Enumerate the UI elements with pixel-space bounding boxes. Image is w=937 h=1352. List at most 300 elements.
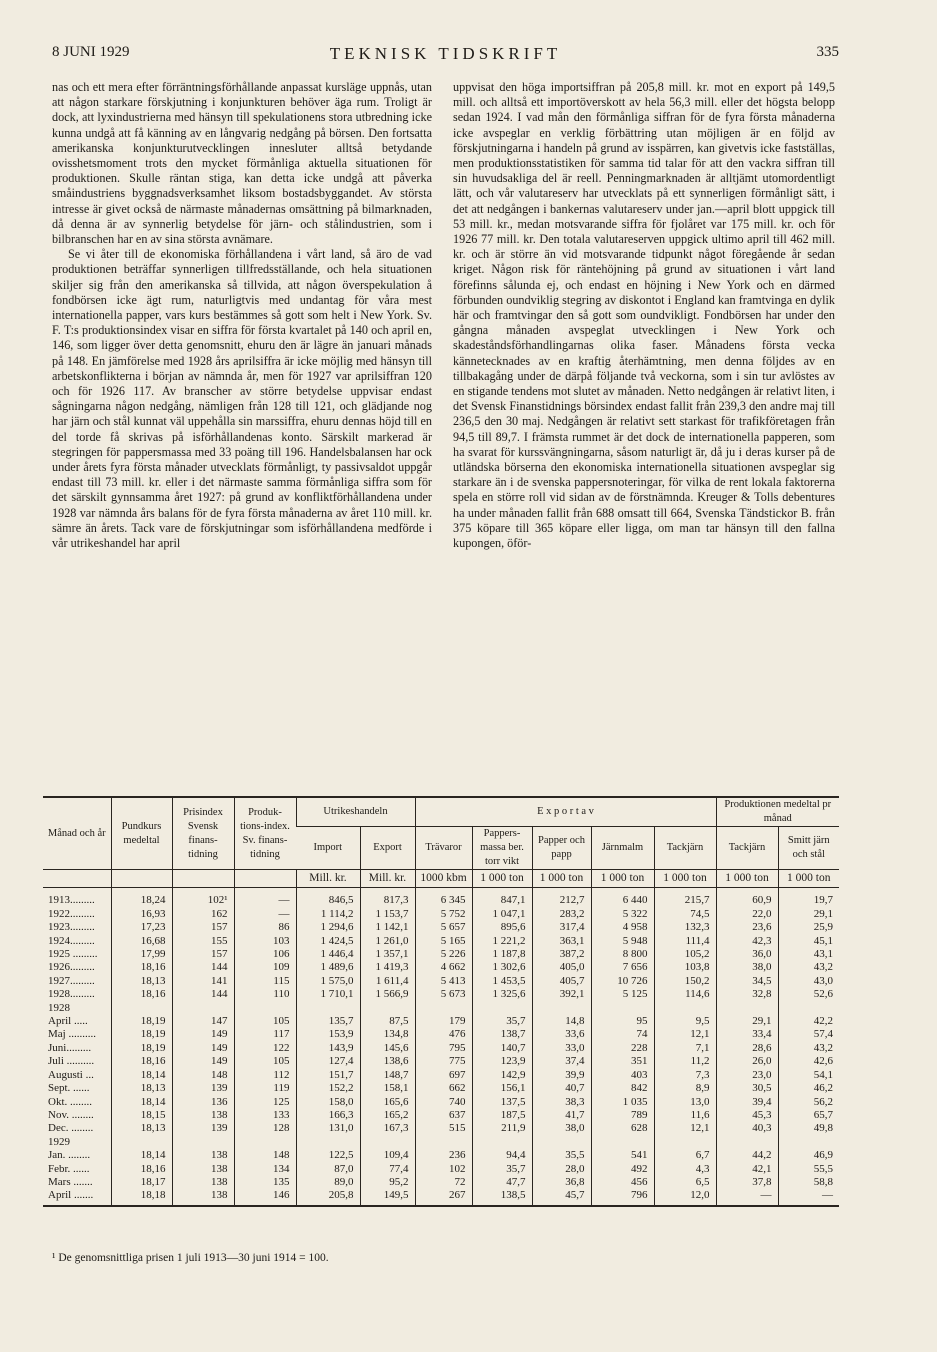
table-cell: 138,5 xyxy=(472,1189,532,1205)
table-cell: 1 153,7 xyxy=(360,908,415,921)
table-cell: 109 xyxy=(234,961,296,974)
table-cell xyxy=(111,1136,172,1149)
table-cell xyxy=(654,1002,716,1015)
table-row xyxy=(43,921,839,934)
header-export: Export xyxy=(360,827,415,870)
table-cell: 157 xyxy=(172,921,234,934)
table-cell: 1 419,3 xyxy=(360,961,415,974)
table-cell: 1 187,8 xyxy=(472,948,532,961)
table-cell: 817,3 xyxy=(360,888,415,908)
table-cell: 628 xyxy=(591,1122,654,1135)
table-cell: 95,2 xyxy=(360,1176,415,1189)
table-cell: 105 xyxy=(234,1015,296,1028)
table-cell: 38,3 xyxy=(532,1096,591,1109)
table-cell: 11,6 xyxy=(654,1109,716,1122)
table-row xyxy=(43,1082,839,1095)
table-cell: 140,7 xyxy=(472,1042,532,1055)
table-cell: 122,5 xyxy=(296,1149,360,1162)
table-cell: 775 xyxy=(415,1055,472,1068)
table-cell: 6,7 xyxy=(654,1149,716,1162)
table-cell xyxy=(172,1136,234,1149)
table-cell: 42,1 xyxy=(716,1163,778,1176)
table-cell xyxy=(472,1002,532,1015)
table-cell: 34,5 xyxy=(716,975,778,988)
table-cell: 28,6 xyxy=(716,1042,778,1055)
row-label: 1927......... xyxy=(48,974,95,987)
table-cell: 18,24 xyxy=(111,888,172,908)
table-cell: 662 xyxy=(415,1082,472,1095)
table-cell: 35,7 xyxy=(472,1015,532,1028)
table-cell: 55,5 xyxy=(778,1163,839,1176)
row-label: 1926......... xyxy=(48,961,95,974)
table-cell: 17,23 xyxy=(111,921,172,934)
statistics-table xyxy=(43,796,839,1207)
row-label: Jan. ........ xyxy=(48,1149,91,1162)
table-cell: 136 xyxy=(172,1096,234,1109)
table-cell: 39,4 xyxy=(716,1096,778,1109)
table-row xyxy=(43,1176,839,1189)
table-cell: 8,9 xyxy=(654,1082,716,1095)
table-cell: 1 261,0 xyxy=(360,935,415,948)
table-cell: 212,7 xyxy=(532,888,591,908)
table-cell xyxy=(591,1136,654,1149)
table-cell: 45,7 xyxy=(532,1189,591,1205)
table-cell: 1 035 xyxy=(591,1096,654,1109)
table-cell: 105 xyxy=(234,1055,296,1068)
table-cell: 267 xyxy=(415,1189,472,1205)
table-cell xyxy=(172,1002,234,1015)
unit-cell: 1 000 ton xyxy=(778,870,839,888)
row-label: 1928......... xyxy=(48,988,95,1001)
table-cell: 57,4 xyxy=(778,1028,839,1041)
table-cell: 133 xyxy=(234,1109,296,1122)
table-cell: 187,5 xyxy=(472,1109,532,1122)
table-cell: 30,5 xyxy=(716,1082,778,1095)
header-prisindex: Prisindex Svensk finans-tidning xyxy=(172,797,234,870)
table-cell: 103,8 xyxy=(654,961,716,974)
table-row xyxy=(43,888,839,908)
table-cell: 5 322 xyxy=(591,908,654,921)
table-cell: 147 xyxy=(172,1015,234,1028)
table-cell: 18,15 xyxy=(111,1109,172,1122)
table-row xyxy=(43,1002,839,1015)
table-cell: 141 xyxy=(172,975,234,988)
table-cell: 1 047,1 xyxy=(472,908,532,921)
header-month: Månad och år xyxy=(43,797,111,870)
table-cell: — xyxy=(234,888,296,908)
table-cell: 1 710,1 xyxy=(296,988,360,1001)
table-row xyxy=(43,961,839,974)
table-cell: 5 948 xyxy=(591,935,654,948)
table-cell: 18,16 xyxy=(111,1163,172,1176)
table-cell: 158,1 xyxy=(360,1082,415,1095)
unit-cell: 1 000 ton xyxy=(472,870,532,888)
row-label: Febr. ...... xyxy=(48,1162,90,1175)
header-produktionen: Produktionen medeltal pr månad xyxy=(716,797,839,827)
table-row xyxy=(43,1028,839,1041)
header-papper: Papper och papp xyxy=(532,827,591,870)
table-cell: 43,1 xyxy=(778,948,839,961)
table-cell: 1 302,6 xyxy=(472,961,532,974)
table-cell: 139 xyxy=(172,1082,234,1095)
table-cell: 74,5 xyxy=(654,908,716,921)
table-cell xyxy=(360,1136,415,1149)
table-cell: 842 xyxy=(591,1082,654,1095)
table-cell: 32,8 xyxy=(716,988,778,1001)
table-cell: 18,16 xyxy=(111,961,172,974)
row-label: 1922......... xyxy=(48,907,95,920)
table-cell: 60,9 xyxy=(716,888,778,908)
left-text-column xyxy=(52,80,432,551)
table-cell: 39,9 xyxy=(532,1069,591,1082)
table-cell: 138 xyxy=(172,1176,234,1189)
table-cell: 103 xyxy=(234,935,296,948)
row-label: 1924......... xyxy=(48,934,95,947)
table-cell: 5 752 xyxy=(415,908,472,921)
table-cell: 112 xyxy=(234,1069,296,1082)
header-prod-smitt: Smitt järn och stål xyxy=(778,827,839,870)
table-cell xyxy=(716,1002,778,1015)
table-cell: 25,9 xyxy=(778,921,839,934)
table-cell: 5 673 xyxy=(415,988,472,1001)
header-import: Import xyxy=(313,842,343,853)
table-cell: 167,3 xyxy=(360,1122,415,1135)
table-cell xyxy=(591,1002,654,1015)
table-cell: 33,0 xyxy=(532,1042,591,1055)
table-cell: 142,9 xyxy=(472,1069,532,1082)
table-cell: 697 xyxy=(415,1069,472,1082)
table-row xyxy=(43,948,839,961)
table-cell: 1 611,4 xyxy=(360,975,415,988)
table-cell: 149,5 xyxy=(360,1189,415,1205)
table-cell: 86 xyxy=(234,921,296,934)
table-cell: 43,2 xyxy=(778,1042,839,1055)
table-cell: 36,8 xyxy=(532,1176,591,1189)
table-cell: 127,4 xyxy=(296,1055,360,1068)
table-cell: 317,4 xyxy=(532,921,591,934)
table-cell: 18,14 xyxy=(111,1149,172,1162)
table-cell: 846,5 xyxy=(296,888,360,908)
table-cell: 18,13 xyxy=(111,975,172,988)
table-cell: 46,9 xyxy=(778,1149,839,1162)
table-cell: 789 xyxy=(591,1109,654,1122)
table-cell: 7,1 xyxy=(654,1042,716,1055)
row-label: 1928 xyxy=(48,1001,70,1014)
table-cell: 22,0 xyxy=(716,908,778,921)
unit-cell: Mill. kr. xyxy=(296,870,360,888)
table-cell: 9,5 xyxy=(654,1015,716,1028)
table-cell: 123,9 xyxy=(472,1055,532,1068)
table-cell: 13,0 xyxy=(654,1096,716,1109)
table-cell: 795 xyxy=(415,1042,472,1055)
table-cell: 4 662 xyxy=(415,961,472,974)
table-cell: 148 xyxy=(172,1069,234,1082)
table-cell: 138 xyxy=(172,1163,234,1176)
table-cell: 52,6 xyxy=(778,988,839,1001)
table-cell: — xyxy=(234,908,296,921)
table-cell: 153,9 xyxy=(296,1028,360,1041)
table-cell: 6 440 xyxy=(591,888,654,908)
table-cell: 145,6 xyxy=(360,1042,415,1055)
row-label: Dec. ........ xyxy=(48,1122,94,1135)
table-cell: 144 xyxy=(172,961,234,974)
table-cell: 152,2 xyxy=(296,1082,360,1095)
table-cell: 87,0 xyxy=(296,1163,360,1176)
table-cell: 138 xyxy=(172,1189,234,1205)
table-cell: 143,9 xyxy=(296,1042,360,1055)
table-cell: 40,7 xyxy=(532,1082,591,1095)
table-cell: 137,5 xyxy=(472,1096,532,1109)
table-cell: 135 xyxy=(234,1176,296,1189)
table-cell: 37,4 xyxy=(532,1055,591,1068)
table-cell: 95 xyxy=(591,1015,654,1028)
table-cell: 403 xyxy=(591,1069,654,1082)
table-cell: 11,2 xyxy=(654,1055,716,1068)
table-cell: 132,3 xyxy=(654,921,716,934)
table-cell: 43,2 xyxy=(778,961,839,974)
table-cell: 138,7 xyxy=(472,1028,532,1041)
table-cell: 4 958 xyxy=(591,921,654,934)
table-cell: 179 xyxy=(415,1015,472,1028)
table-cell: 1 325,6 xyxy=(472,988,532,1001)
table-cell: 115 xyxy=(234,975,296,988)
table-cell: 156,1 xyxy=(472,1082,532,1095)
table-cell: 43,0 xyxy=(778,975,839,988)
table-cell: 405,0 xyxy=(532,961,591,974)
table-cell xyxy=(234,1136,296,1149)
table-cell: 18,14 xyxy=(111,1069,172,1082)
table-cell: 18,19 xyxy=(111,1015,172,1028)
table-cell: 847,1 xyxy=(472,888,532,908)
row-label: 1925 ......... xyxy=(48,948,98,961)
journal-title: TEKNISK TIDSKRIFT xyxy=(329,44,562,63)
table-cell: 110 xyxy=(234,988,296,1001)
header-pappersmassa: Pappers-massa ber. torr vikt xyxy=(472,827,532,870)
table-cell: 14,8 xyxy=(532,1015,591,1028)
table-cell: 5 226 xyxy=(415,948,472,961)
row-label: Maj .......... xyxy=(48,1028,96,1041)
table-cell: 23,6 xyxy=(716,921,778,934)
table-cell: 5 125 xyxy=(591,988,654,1001)
table-cell: 149 xyxy=(172,1028,234,1041)
table-cell: 150,2 xyxy=(654,975,716,988)
table-cell xyxy=(778,1002,839,1015)
table-cell xyxy=(415,1136,472,1149)
paragraph: nas och ett mera efter förräntningsförhållande anpassat kursläge uppnås, utan att någon starkare förskjutning i konjunkturen behöver äga rum. Troligt är dock, att lyxindustrierna med hänsyn till spekulationens stora utbredning icke kunna undgå att få känning av en långvarig nedgång på börsen. Den fortsatta amerikanska konjunkturutvecklingen innesluter alltså betydande ovisshetsmoment trots den mycket förmånliga aktuella situationen för produktionen. Skulle räntan stiga, kan detta icke undgå att påverka småindustriens byggnadsverksamhet liksom bostadsbyggandet. Av största intresse är givet också de närmaste månadernas omsättning på bilmarknaden, då denna är av synnerlig betydelse för järn- och stålindustrien, som i bilbranschen har en av sina största avnämare. xyxy=(52,80,432,247)
table-cell: 44,2 xyxy=(716,1149,778,1162)
table-cell: 236 xyxy=(415,1149,472,1162)
table-cell: 1 566,9 xyxy=(360,988,415,1001)
header-utrikeshandeln: Utrikeshandeln xyxy=(296,797,415,827)
table-cell: 38,0 xyxy=(532,1122,591,1135)
table-cell xyxy=(716,1136,778,1149)
row-label: April ..... xyxy=(48,1015,88,1028)
table-cell: 42,6 xyxy=(778,1055,839,1068)
header-produktionsindex: Produk-tions-index. Sv. finans-tidning xyxy=(234,797,296,870)
table-cell: 1 294,6 xyxy=(296,921,360,934)
table-cell: 1 357,1 xyxy=(360,948,415,961)
row-label: 1913......... xyxy=(48,894,95,907)
table-cell: 151,7 xyxy=(296,1069,360,1082)
row-label: Augusti ... xyxy=(48,1068,94,1081)
table-cell: 94,4 xyxy=(472,1149,532,1162)
table-cell: 35,7 xyxy=(472,1163,532,1176)
table-cell xyxy=(472,1136,532,1149)
table-cell: 128 xyxy=(234,1122,296,1135)
unit-cell: Mill. kr. xyxy=(360,870,415,888)
table-cell: 148 xyxy=(234,1149,296,1162)
table-row xyxy=(43,1069,839,1082)
table-cell: 114,6 xyxy=(654,988,716,1001)
table-cell: 29,1 xyxy=(716,1015,778,1028)
table-cell: 42,2 xyxy=(778,1015,839,1028)
table-cell xyxy=(415,1002,472,1015)
table-cell: 54,1 xyxy=(778,1069,839,1082)
table-cell: 72 xyxy=(415,1176,472,1189)
header-export-av: E x p o r t a v xyxy=(415,797,716,827)
table-cell: 56,2 xyxy=(778,1096,839,1109)
table-cell: 149 xyxy=(172,1042,234,1055)
table-cell: 42,3 xyxy=(716,935,778,948)
table-cell: 155 xyxy=(172,935,234,948)
table-cell: 138 xyxy=(172,1149,234,1162)
table-cell: 205,8 xyxy=(296,1189,360,1205)
table-cell: 102¹ xyxy=(172,888,234,908)
table-cell: 46,2 xyxy=(778,1082,839,1095)
table-cell xyxy=(360,1002,415,1015)
row-label: Sept. ...... xyxy=(48,1082,90,1095)
table-cell: 144 xyxy=(172,988,234,1001)
table-cell: 476 xyxy=(415,1028,472,1041)
table-cell: 18,13 xyxy=(111,1082,172,1095)
table-cell: 363,1 xyxy=(532,935,591,948)
table-cell: 895,6 xyxy=(472,921,532,934)
table-cell: 7 656 xyxy=(591,961,654,974)
table-cell: 351 xyxy=(591,1055,654,1068)
table-cell: 492 xyxy=(591,1163,654,1176)
table-cell: 283,2 xyxy=(532,908,591,921)
header-date: 8 JUNI 1929 xyxy=(52,44,130,60)
paragraph: Se vi åter till de ekonomiska förhållandena i vårt land, så äro de vad produktionen beträffar synnerligen tillfredsställande, och hela situationen skiljer sig från den amerikanska så tillvida, att någon överspekulation å fondbörsen icke ägt rum, naturligtvis med undantag för våra mest internationella papper, vars kurs bestämmes så gott som helt i New York. Sv. F. T:s produktionsindex visar en siffra för första kvartalet på 140 och april en, 146, som ligger över detta genomsnitt, ehuru den är lägre än januari månads på 148. En jämförelse med 1928 års aprilsiffra är icke möjlig med hänsyn till arbetskonflikterna i början av nämnda år, men för 1927 var aprilsiffran 120 och för 1926 117. Av branscher av större betydelse uppvisar endast sågningarna någon nedgång, nämligen från 128 till 121, och glädjande nog har järn och stål kunnat väl uppehålla sin marssiffra, ehuru dennas höjd till en del torde få skrivas på isförhållandenas konto. Särskilt markerad är stegringen för pappersmassa med 33 poäng till 196. Handelsbalansen har ock under årets fyra första månader utvecklats förmånligt, ty passivsaldot uppgår endast till 73 mill. kr. eller i det närmaste samma förmånliga siffra som för det särskilt gynnsamma året 1927: på grund av konfliktförhållandena under 1928 var nämnda års balans för de fyra första månaderna av året 110 mill. kr. sämre än årets. Tack vare de förskjutningar som isförhållandena medförde i vår utrikeshandel har april xyxy=(52,247,432,551)
table-row xyxy=(43,1189,839,1205)
header-pundkurs: Pundkurs medeltal xyxy=(111,797,172,870)
table-cell: 35,5 xyxy=(532,1149,591,1162)
table-cell: 637 xyxy=(415,1109,472,1122)
table-cell: 149 xyxy=(172,1055,234,1068)
table-cell: 146 xyxy=(234,1189,296,1205)
table-cell: 211,9 xyxy=(472,1122,532,1135)
unit-cell: 1 000 ton xyxy=(716,870,778,888)
table-cell: 10 726 xyxy=(591,975,654,988)
unit-cell: 1 000 ton xyxy=(532,870,591,888)
table-cell: 228 xyxy=(591,1042,654,1055)
table-row xyxy=(43,908,839,921)
table-cell: 5 165 xyxy=(415,935,472,948)
table-cell: 38,0 xyxy=(716,961,778,974)
table-cell xyxy=(532,1002,591,1015)
table-row xyxy=(43,988,839,1001)
table-cell: 12,1 xyxy=(654,1028,716,1041)
table-cell: 796 xyxy=(591,1189,654,1205)
table-cell: 29,1 xyxy=(778,908,839,921)
table-cell: 117 xyxy=(234,1028,296,1041)
table-cell: 4,3 xyxy=(654,1163,716,1176)
table-cell: 6 345 xyxy=(415,888,472,908)
table-cell: 28,0 xyxy=(532,1163,591,1176)
table-cell xyxy=(778,1136,839,1149)
table-cell: 18,13 xyxy=(111,1122,172,1135)
unit-cell: 1000 kbm xyxy=(415,870,472,888)
table-cell: 7,3 xyxy=(654,1069,716,1082)
table-cell: 37,8 xyxy=(716,1176,778,1189)
table-cell: 45,1 xyxy=(778,935,839,948)
table-cell: 122 xyxy=(234,1042,296,1055)
table-cell: 77,4 xyxy=(360,1163,415,1176)
right-text-column xyxy=(453,80,835,551)
table-cell xyxy=(234,1002,296,1015)
table-cell: 139 xyxy=(172,1122,234,1135)
table-row xyxy=(43,1136,839,1149)
table-cell: 106 xyxy=(234,948,296,961)
table-cell: 456 xyxy=(591,1176,654,1189)
table-cell: 138,6 xyxy=(360,1055,415,1068)
table-cell: 1 142,1 xyxy=(360,921,415,934)
table-cell: 65,7 xyxy=(778,1109,839,1122)
table-cell: 105,2 xyxy=(654,948,716,961)
table-cell: 41,7 xyxy=(532,1109,591,1122)
table-cell: 18,19 xyxy=(111,1042,172,1055)
row-label: Juni......... xyxy=(48,1041,92,1054)
table-cell: 87,5 xyxy=(360,1015,415,1028)
table-cell: 17,99 xyxy=(111,948,172,961)
table-cell: 102 xyxy=(415,1163,472,1176)
table-cell: 33,6 xyxy=(532,1028,591,1041)
page-header xyxy=(52,44,839,66)
row-label: 1923......... xyxy=(48,921,95,934)
table-cell: 125 xyxy=(234,1096,296,1109)
table-cell: 33,4 xyxy=(716,1028,778,1041)
table-cell: 215,7 xyxy=(654,888,716,908)
header-prod-tackjarn: Tackjärn xyxy=(716,827,778,870)
table-cell: 5 413 xyxy=(415,975,472,988)
table-cell: 166,3 xyxy=(296,1109,360,1122)
table-cell: — xyxy=(716,1189,778,1205)
table-cell: 18,18 xyxy=(111,1189,172,1205)
table-cell xyxy=(296,1136,360,1149)
table-row xyxy=(43,1015,839,1028)
table-cell: 16,93 xyxy=(111,908,172,921)
table-cell xyxy=(532,1136,591,1149)
table-cell: 135,7 xyxy=(296,1015,360,1028)
table-row xyxy=(43,1149,839,1162)
table-cell: 26,0 xyxy=(716,1055,778,1068)
table-cell: 1 114,2 xyxy=(296,908,360,921)
table-cell: 157 xyxy=(172,948,234,961)
table-cell: 1 575,0 xyxy=(296,975,360,988)
table-cell: 740 xyxy=(415,1096,472,1109)
paragraph: uppvisat den höga importsiffran på 205,8 mill. kr. mot en export på 149,5 mill. och alltså ett importöverskott av hela 56,3 mill. eller det högsta belopp sedan 1924. I vad mån den förmånliga siffran för de fyra första månaderna icke avspeglar en verklig förbättring utan möjligen är en följd av förskjutningarna i handeln på grund av isspärren, kan givetvis icke fastställas, men produktionsstatistiken för samma tid talar för att den vackra siffran till sin huvudsakliga del är reell. Penningmarknaden är alltjämt utomordentligt lätt, och vår valutareserv har utvecklats på ett synnerligen förmånligt sätt, i det att nedgången i bankernas valutareserv under jan.—april blott uppgick till 53 mill. kr., medan motsvarande siffra för fjolåret var 175 mill. kr. och för 1926 77 mill. kr. Den totala valutareserven uppgick ultimo april till 462 mill. kr. och är större än vid motsvarande tidpunkt något föregående år sedan kriget. Någon risk för räntehöjning på grund av situationen i vårt land förefinns sålunda ej, och endast en höjning i New York och en därmed förbunden oundviklig stegring av diskontot i England kan framtvinga en dylik här och framtvingar den så gott som oundvikligt. Fondbörsen har under den gångna månaden avspeglat utvecklingen i New York och skadeståndsförhandlingarnas olika faser. Månadens första vecka kännetecknades av en kraftig återhämtning, men denna följdes av en tillbakagång under de därpå följande två veckorna, som i sin tur avlöstes av en stigande tendens mot slutet av månaden. Netto nedgången är relativt liten, i det Svensk Finanstidnings börsindex endast fallit från 239,3 den andre maj till 236,5 den 30 maj. Nedgången är relativt sett starkast för trafikföretagen från 94,5 till 89,7. I främsta rummet är det dock de internationella papperen, som ha svarat för kurssvängningarna, såsom naturligt är, då ju i deras kurser på de utländska börserna den ekonomiska internationella situationen avspeglar sig starkare än i de svenska pappersnoteringar, för vilka de rent lokala faktorerna spela en större roll vid sidan av de förstnämnda. Kreuger & Tolls debentures ha under månaden fallit från 688 omsatt till 664, Svenska Tändstickor B. från 375 köpare till 365 köpare eller ligga, om man tar hänsyn till den fallna kupongen, öför- xyxy=(453,80,835,551)
table-cell: 148,7 xyxy=(360,1069,415,1082)
row-label: 1929 xyxy=(48,1135,70,1148)
table-cell: 165,6 xyxy=(360,1096,415,1109)
table-cell xyxy=(296,1002,360,1015)
table-cell: 8 800 xyxy=(591,948,654,961)
table-cell: 165,2 xyxy=(360,1109,415,1122)
table-cell: 6,5 xyxy=(654,1176,716,1189)
header-travaror: Trävaror xyxy=(415,827,472,870)
table-cell: 119 xyxy=(234,1082,296,1095)
table-cell: 541 xyxy=(591,1149,654,1162)
